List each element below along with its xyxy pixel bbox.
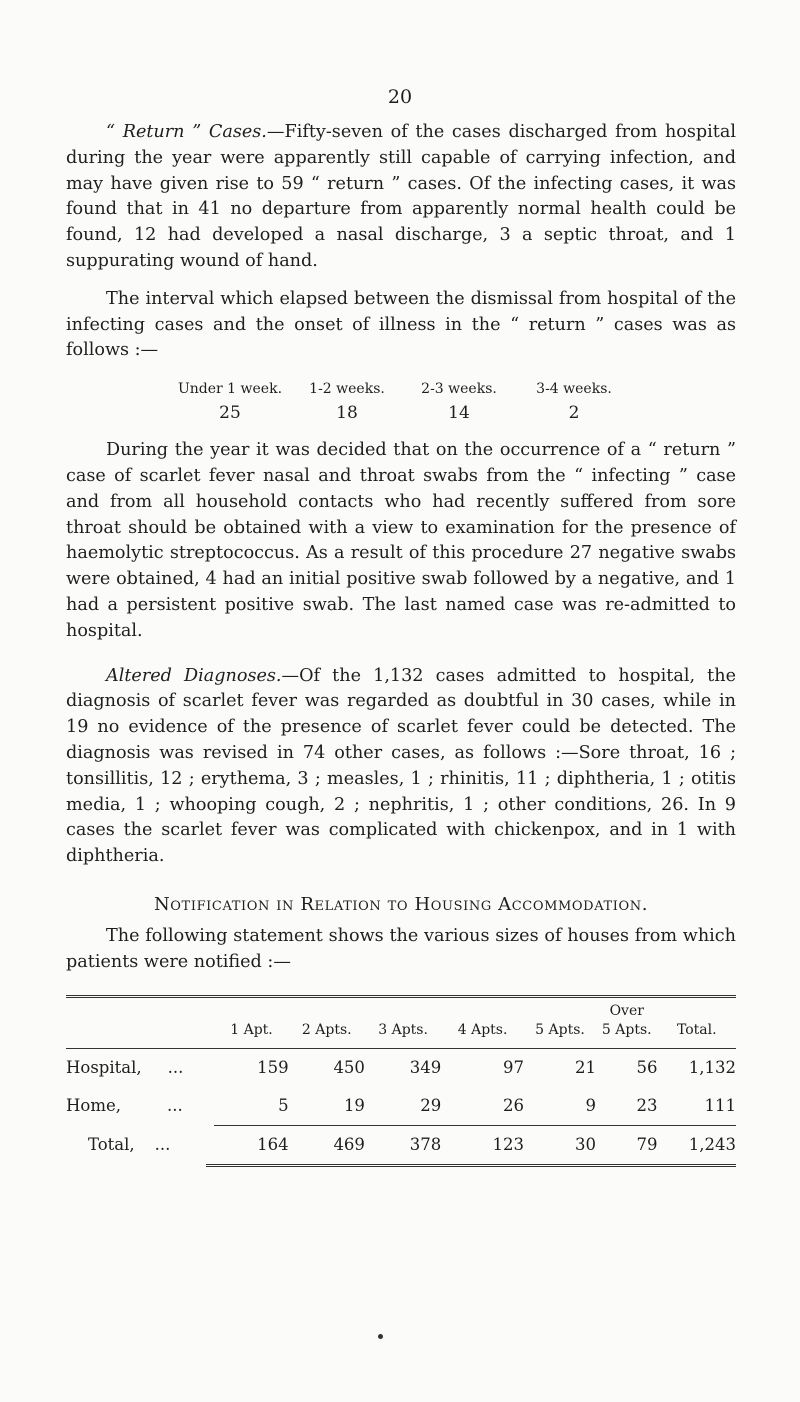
total-cell: 378 — [409, 1134, 442, 1154]
total-cell: 30 — [575, 1134, 597, 1154]
column-header: 3 Apts. — [378, 1022, 428, 1039]
section-heading: Notification in Relation to Housing Accommodation. — [153, 893, 649, 915]
column-header: 5 Apts. — [535, 1022, 585, 1039]
column-header-over: Over 5 Apts. — [601, 1003, 652, 1039]
table-cell: 19 — [343, 1096, 365, 1116]
table-cell: 26 — [502, 1096, 524, 1116]
table-cell: 349 — [409, 1058, 442, 1078]
swabs-paragraph: During the year it was decided that on the occurrence of a “ return ” case of scarlet fever nasal and throat swabs from the “ infecting ” case and from all household contacts who had recently suffered from sore throat should be obtained with a view to examination for the presence of haemolytic streptococcus. As a result of this procedure 27 negative swabs were obtained, 4 had an initial positive swab followed by a negative, and 1 had a persistent positive swab. The last named case was re-admitted to hospital. — [66, 440, 736, 641]
table-cell: 5 — [278, 1096, 289, 1116]
column-header: 1 Apt. — [230, 1022, 273, 1039]
interval-value: 2 — [568, 403, 580, 424]
table-header-row — [66, 998, 736, 1048]
table-cell: 1,132 — [688, 1058, 736, 1078]
table-cell: 159 — [257, 1058, 289, 1078]
total-cell: 123 — [492, 1134, 524, 1154]
table-row — [66, 1087, 736, 1125]
housing-table — [66, 995, 736, 1166]
interval-value: 25 — [219, 403, 241, 424]
interval-header: 3-4 weeks. — [536, 381, 612, 398]
column-header: 4 Apts. — [457, 1022, 508, 1039]
row-label: Hospital, ... — [66, 1058, 184, 1078]
interval-value: 18 — [336, 403, 358, 424]
return-cases-paragraph — [66, 120, 736, 275]
page-number: 20 — [387, 86, 413, 108]
altered-diagnoses-paragraph — [66, 664, 736, 870]
interval-header: 2-3 weeks. — [421, 381, 497, 398]
table-cell: 111 — [704, 1096, 736, 1116]
housing-paragraph: The following statement shows the various sizes of houses from which patients were notified :— — [66, 925, 736, 972]
column-header: 2 Apts. — [301, 1022, 352, 1039]
table-cell: 450 — [333, 1058, 365, 1078]
interval-header: Under 1 week. — [177, 381, 283, 398]
row-label: Home, ... — [66, 1096, 183, 1116]
altered-diagnoses-text: —Of the 1,132 cases admitted to hospital, the diagnosis of scarlet fever was regarded as doubtful in 30 cases, while in 19 no evidence of the presence of scarlet fever could be detected. The diagnosis was revised in 74 other cases, as follows :—Sore throat, 16 ; tonsillitis, 12 ; erythema, 3 ; measles, 1 ; rhinitis, 11 ; diphtheria, 1 ; otitis media, 1 ; whooping cough, 2 ; nephritis, 1 ; other conditions, 26. In 9 cases the scarlet fever was complicated with chickenpox, and in 1 with diphtheria. — [66, 665, 736, 867]
altered-diagnoses-label: Altered Diagnoses. — [106, 665, 282, 686]
interval-paragraph: The interval which elapsed between the dismissal from hospital of the infecting cases and the onset of illness in the “ return ” cases was as follows :— — [66, 288, 736, 361]
interval-value-row — [66, 400, 736, 426]
table-row — [66, 1049, 736, 1087]
total-cell: 79 — [636, 1134, 658, 1154]
total-cell: 469 — [333, 1134, 365, 1154]
table-cell: 23 — [636, 1096, 658, 1116]
table-total-row — [66, 1126, 736, 1164]
table-cell: 21 — [575, 1058, 597, 1078]
table-cell: 97 — [502, 1058, 524, 1078]
total-cell: 1,243 — [688, 1134, 736, 1154]
table-cell: 56 — [636, 1058, 658, 1078]
total-label: Total, ... — [88, 1134, 171, 1154]
table-cell: 9 — [585, 1096, 597, 1116]
return-cases-label: “ Return ” Cases. — [106, 122, 267, 142]
printer-dot — [378, 1334, 383, 1339]
page-body — [66, 120, 736, 1167]
interval-header: 1-2 weeks. — [309, 381, 385, 398]
table-bottom-rule — [206, 1164, 736, 1167]
interval-table — [66, 378, 736, 426]
total-cell: 164 — [257, 1134, 289, 1154]
interval-header-row — [66, 378, 736, 400]
interval-value: 14 — [448, 403, 470, 424]
column-header: Total. — [676, 1022, 717, 1039]
return-cases-text: —Fifty-seven of the cases discharged from hospital during the year were apparently still capable of carrying infection, and may have given rise to 59 “ return ” cases. Of the infecting cases, it was found that in 41 no departure from apparently normal health could be found, 12 had developed a nasal discharge, 3 a septic throat, and 1 suppurating wound of hand. — [66, 122, 736, 271]
table-cell: 29 — [420, 1096, 442, 1116]
